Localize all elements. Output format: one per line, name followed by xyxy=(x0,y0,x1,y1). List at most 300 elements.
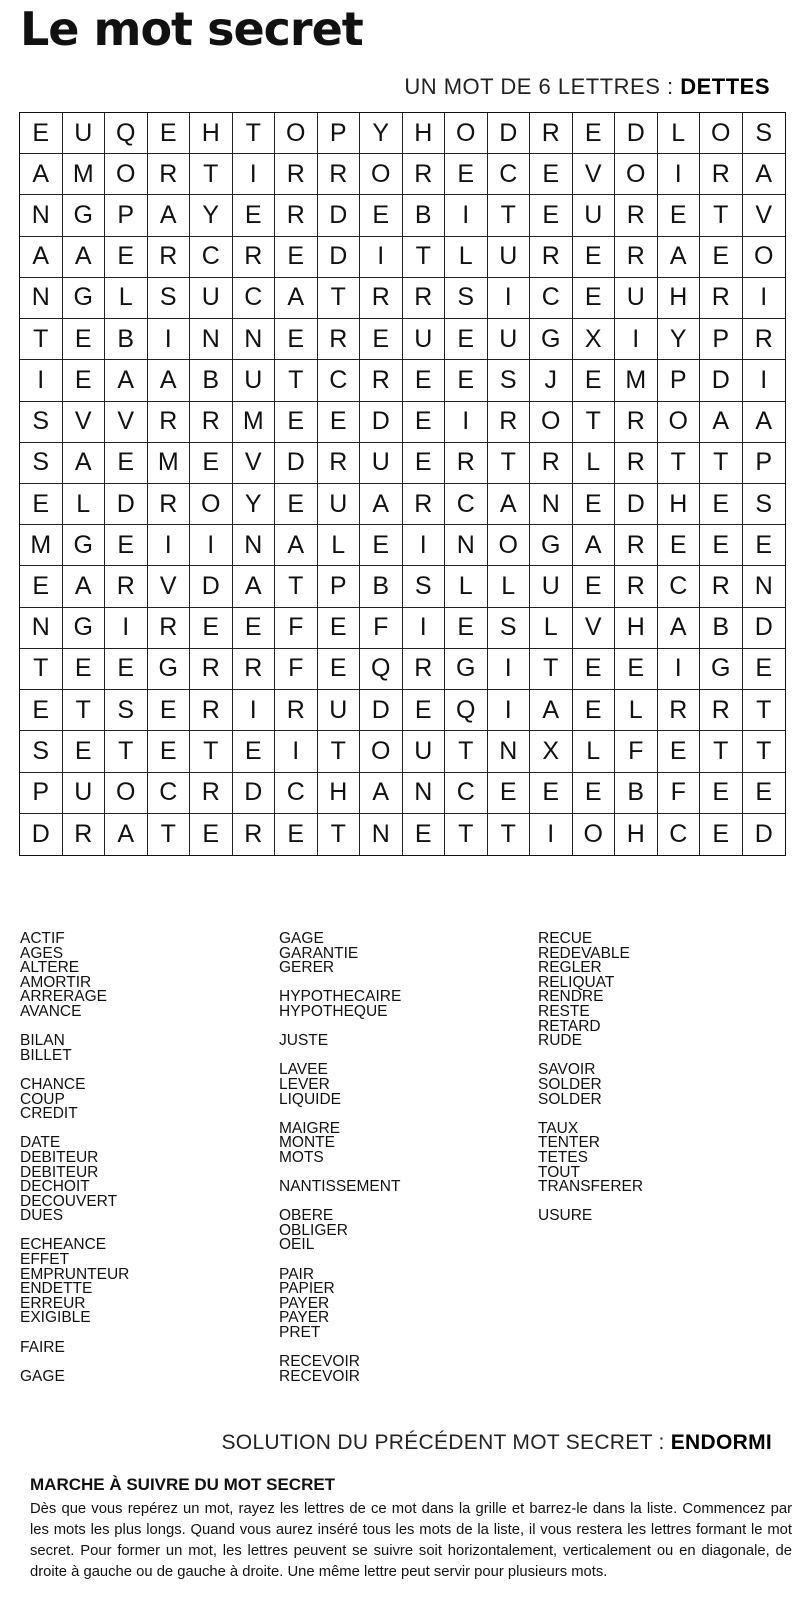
grid-cell[interactable]: D xyxy=(233,773,276,814)
grid-cell[interactable]: E xyxy=(360,319,403,360)
grid-cell[interactable]: I xyxy=(275,731,318,772)
grid-cell[interactable]: R xyxy=(190,402,233,443)
grid-cell[interactable]: N xyxy=(20,278,63,319)
grid-cell[interactable]: T xyxy=(190,154,233,195)
grid-cell[interactable]: C xyxy=(658,814,701,855)
grid-cell[interactable]: C xyxy=(488,154,531,195)
word-list-item[interactable]: OBERE xyxy=(279,1207,334,1225)
grid-cell[interactable]: O xyxy=(700,113,743,154)
grid-cell[interactable]: R xyxy=(530,113,573,154)
grid-cell[interactable]: V xyxy=(233,443,276,484)
grid-cell[interactable]: D xyxy=(20,814,63,855)
grid-cell[interactable]: J xyxy=(530,360,573,401)
grid-cell[interactable]: R xyxy=(233,814,276,855)
grid-cell[interactable]: L xyxy=(445,237,488,278)
grid-cell[interactable]: E xyxy=(63,360,106,401)
grid-cell[interactable]: E xyxy=(700,525,743,566)
word-list-item[interactable]: RESTE xyxy=(538,1002,590,1020)
grid-cell[interactable]: S xyxy=(743,484,786,525)
grid-cell[interactable]: H xyxy=(658,278,701,319)
grid-cell[interactable]: A xyxy=(148,195,191,236)
grid-cell[interactable]: T xyxy=(530,649,573,690)
grid-cell[interactable]: E xyxy=(20,566,63,607)
grid-cell[interactable]: I xyxy=(20,360,63,401)
word-list-item[interactable]: AVANCE xyxy=(20,1002,82,1020)
grid-cell[interactable]: I xyxy=(233,690,276,731)
grid-cell[interactable]: Q xyxy=(360,649,403,690)
grid-cell[interactable]: I xyxy=(148,319,191,360)
grid-cell[interactable]: U xyxy=(233,360,276,401)
grid-cell[interactable]: E xyxy=(445,360,488,401)
grid-cell[interactable]: E xyxy=(403,402,446,443)
grid-cell[interactable]: A xyxy=(360,773,403,814)
word-list-item[interactable]: HYPOTHECAIRE xyxy=(279,988,402,1006)
grid-cell[interactable]: C xyxy=(233,278,276,319)
grid-cell[interactable]: I xyxy=(658,154,701,195)
grid-cell[interactable]: D xyxy=(318,195,361,236)
word-list-item[interactable]: JUSTE xyxy=(279,1032,329,1050)
grid-cell[interactable]: E xyxy=(233,608,276,649)
word-list-item[interactable]: RECEVOIR xyxy=(279,1367,360,1385)
word-list-item[interactable]: LEVER xyxy=(279,1075,330,1093)
grid-cell[interactable]: M xyxy=(615,360,658,401)
word-list-item[interactable]: PAIR xyxy=(279,1265,315,1283)
grid-cell[interactable]: E xyxy=(318,402,361,443)
grid-cell[interactable]: D xyxy=(275,443,318,484)
grid-cell[interactable]: T xyxy=(488,814,531,855)
grid-cell[interactable]: O xyxy=(105,154,148,195)
word-list-item[interactable]: ACTIF xyxy=(20,930,65,947)
word-list-item[interactable]: EFFET xyxy=(20,1251,70,1269)
grid-cell[interactable]: D xyxy=(488,113,531,154)
grid-cell[interactable]: A xyxy=(658,237,701,278)
grid-cell[interactable]: E xyxy=(445,319,488,360)
grid-cell[interactable]: I xyxy=(403,608,446,649)
grid-cell[interactable]: T xyxy=(20,319,63,360)
grid-cell[interactable]: O xyxy=(743,237,786,278)
grid-cell[interactable]: V xyxy=(573,154,616,195)
grid-cell[interactable]: I xyxy=(743,360,786,401)
grid-cell[interactable]: E xyxy=(233,731,276,772)
word-list-item[interactable]: DATE xyxy=(20,1134,61,1152)
word-list-item[interactable]: TOUT xyxy=(538,1163,580,1181)
grid-cell[interactable]: E xyxy=(573,484,616,525)
grid-cell[interactable]: D xyxy=(360,690,403,731)
grid-cell[interactable]: R xyxy=(360,278,403,319)
grid-cell[interactable]: A xyxy=(20,237,63,278)
grid-cell[interactable]: E xyxy=(403,814,446,855)
grid-cell[interactable]: R xyxy=(233,237,276,278)
grid-cell[interactable]: Y xyxy=(658,319,701,360)
word-list-item[interactable]: REDEVABLE xyxy=(538,944,630,962)
grid-cell[interactable]: E xyxy=(20,690,63,731)
grid-cell[interactable]: E xyxy=(573,278,616,319)
grid-cell[interactable]: O xyxy=(573,814,616,855)
grid-cell[interactable]: A xyxy=(63,443,106,484)
grid-cell[interactable]: G xyxy=(63,525,106,566)
grid-cell[interactable]: F xyxy=(360,608,403,649)
grid-cell[interactable]: A xyxy=(573,525,616,566)
grid-cell[interactable]: I xyxy=(403,525,446,566)
grid-cell[interactable]: E xyxy=(275,237,318,278)
grid-cell[interactable]: B xyxy=(105,319,148,360)
grid-cell[interactable]: E xyxy=(743,773,786,814)
grid-cell[interactable]: E xyxy=(63,649,106,690)
grid-cell[interactable]: R xyxy=(318,443,361,484)
grid-cell[interactable]: R xyxy=(403,278,446,319)
grid-cell[interactable]: E xyxy=(360,525,403,566)
grid-cell[interactable]: E xyxy=(488,773,531,814)
grid-cell[interactable]: X xyxy=(530,731,573,772)
grid-cell[interactable]: C xyxy=(275,773,318,814)
word-list-item[interactable]: TAUX xyxy=(538,1119,579,1137)
grid-cell[interactable]: N xyxy=(403,773,446,814)
grid-cell[interactable]: H xyxy=(658,484,701,525)
grid-cell[interactable]: E xyxy=(573,566,616,607)
grid-cell[interactable]: E xyxy=(573,360,616,401)
word-list-item[interactable]: DECHOIT xyxy=(20,1178,90,1196)
grid-cell[interactable]: I xyxy=(658,649,701,690)
grid-cell[interactable]: P xyxy=(105,195,148,236)
grid-cell[interactable]: H xyxy=(190,113,233,154)
grid-cell[interactable]: N xyxy=(233,525,276,566)
grid-cell[interactable]: Y xyxy=(360,113,403,154)
word-list-item[interactable]: CREDIT xyxy=(20,1105,78,1123)
grid-cell[interactable]: U xyxy=(403,731,446,772)
grid-cell[interactable]: R xyxy=(360,360,403,401)
grid-cell[interactable]: S xyxy=(148,278,191,319)
grid-cell[interactable]: D xyxy=(190,566,233,607)
word-list-item[interactable]: REGLER xyxy=(538,959,602,977)
grid-cell[interactable]: E xyxy=(530,195,573,236)
grid-cell[interactable]: D xyxy=(105,484,148,525)
grid-cell[interactable]: C xyxy=(190,237,233,278)
grid-cell[interactable]: T xyxy=(403,237,446,278)
grid-cell[interactable]: R xyxy=(615,237,658,278)
grid-cell[interactable]: I xyxy=(615,319,658,360)
grid-cell[interactable]: N xyxy=(233,319,276,360)
grid-cell[interactable]: U xyxy=(318,484,361,525)
word-list-item[interactable]: ERREUR xyxy=(20,1294,86,1312)
grid-cell[interactable]: R xyxy=(403,484,446,525)
grid-cell[interactable]: C xyxy=(318,360,361,401)
grid-cell[interactable]: O xyxy=(360,154,403,195)
grid-cell[interactable]: F xyxy=(658,773,701,814)
grid-cell[interactable]: R xyxy=(148,237,191,278)
grid-cell[interactable]: R xyxy=(318,319,361,360)
grid-cell[interactable]: E xyxy=(190,814,233,855)
grid-cell[interactable]: A xyxy=(488,484,531,525)
grid-cell[interactable]: E xyxy=(275,402,318,443)
word-list-item[interactable]: AGES xyxy=(20,944,64,962)
grid-cell[interactable]: H xyxy=(403,113,446,154)
grid-cell[interactable]: T xyxy=(700,443,743,484)
grid-cell[interactable]: C xyxy=(445,484,488,525)
grid-cell[interactable]: T xyxy=(445,814,488,855)
grid-cell[interactable]: U xyxy=(63,113,106,154)
grid-cell[interactable]: H xyxy=(318,773,361,814)
grid-cell[interactable]: A xyxy=(148,360,191,401)
grid-cell[interactable]: G xyxy=(445,649,488,690)
grid-cell[interactable]: F xyxy=(615,731,658,772)
grid-cell[interactable]: E xyxy=(148,113,191,154)
grid-cell[interactable]: T xyxy=(318,814,361,855)
word-list-item[interactable]: ENDETTE xyxy=(20,1280,93,1298)
grid-cell[interactable]: E xyxy=(573,773,616,814)
grid-cell[interactable]: N xyxy=(190,319,233,360)
grid-cell[interactable]: A xyxy=(530,690,573,731)
grid-cell[interactable]: S xyxy=(20,443,63,484)
grid-cell[interactable]: G xyxy=(700,649,743,690)
grid-cell[interactable]: I xyxy=(233,154,276,195)
grid-cell[interactable]: E xyxy=(105,443,148,484)
grid-cell[interactable]: U xyxy=(488,237,531,278)
grid-cell[interactable]: C xyxy=(445,773,488,814)
word-list-item[interactable]: PAPIER xyxy=(279,1280,335,1298)
grid-cell[interactable]: T xyxy=(233,113,276,154)
grid-cell[interactable]: N xyxy=(20,608,63,649)
grid-cell[interactable]: D xyxy=(700,360,743,401)
word-list-item[interactable]: USURE xyxy=(538,1207,593,1225)
grid-cell[interactable]: L xyxy=(63,484,106,525)
grid-cell[interactable]: B xyxy=(190,360,233,401)
grid-cell[interactable]: R xyxy=(700,154,743,195)
grid-cell[interactable]: D xyxy=(615,113,658,154)
grid-cell[interactable]: V xyxy=(105,402,148,443)
grid-cell[interactable]: T xyxy=(743,690,786,731)
grid-cell[interactable]: C xyxy=(530,278,573,319)
word-list-item[interactable]: SOLDER xyxy=(538,1090,602,1108)
grid-cell[interactable]: E xyxy=(573,113,616,154)
grid-cell[interactable]: E xyxy=(530,154,573,195)
word-list-item[interactable]: FAIRE xyxy=(20,1338,65,1356)
grid-cell[interactable]: T xyxy=(275,566,318,607)
grid-cell[interactable]: R xyxy=(148,484,191,525)
grid-cell[interactable]: P xyxy=(318,113,361,154)
grid-cell[interactable]: I xyxy=(190,525,233,566)
grid-cell[interactable]: B xyxy=(360,566,403,607)
grid-cell[interactable]: T xyxy=(105,731,148,772)
word-list-item[interactable]: RECUE xyxy=(538,930,593,947)
word-list-item[interactable]: RENDRE xyxy=(538,988,604,1006)
grid-cell[interactable]: P xyxy=(700,319,743,360)
word-list-item[interactable]: SOLDER xyxy=(538,1075,602,1093)
grid-cell[interactable]: T xyxy=(488,443,531,484)
word-list-item[interactable]: PRET xyxy=(279,1324,321,1342)
grid-cell[interactable]: P xyxy=(318,566,361,607)
word-list-item[interactable]: TENTER xyxy=(538,1134,600,1152)
grid-cell[interactable]: F xyxy=(275,649,318,690)
grid-cell[interactable]: A xyxy=(658,608,701,649)
word-list-item[interactable]: HYPOTHEQUE xyxy=(279,1002,388,1020)
grid-cell[interactable]: T xyxy=(573,402,616,443)
grid-cell[interactable]: U xyxy=(573,195,616,236)
grid-cell[interactable]: R xyxy=(615,566,658,607)
grid-cell[interactable]: E xyxy=(20,484,63,525)
grid-cell[interactable]: G xyxy=(63,195,106,236)
word-list-item[interactable]: ECHEANCE xyxy=(20,1236,107,1254)
grid-cell[interactable]: R xyxy=(148,608,191,649)
grid-cell[interactable]: L xyxy=(445,566,488,607)
grid-cell[interactable]: E xyxy=(275,484,318,525)
grid-cell[interactable]: U xyxy=(530,566,573,607)
grid-cell[interactable]: I xyxy=(445,402,488,443)
grid-cell[interactable]: E xyxy=(658,525,701,566)
grid-cell[interactable]: O xyxy=(530,402,573,443)
word-list-item[interactable]: GAGE xyxy=(279,930,324,947)
grid-cell[interactable]: E xyxy=(275,319,318,360)
grid-cell[interactable]: T xyxy=(20,649,63,690)
grid-cell[interactable]: E xyxy=(530,773,573,814)
grid-cell[interactable]: E xyxy=(63,731,106,772)
word-list-item[interactable]: PAYER xyxy=(279,1294,330,1312)
grid-cell[interactable]: Q xyxy=(105,113,148,154)
grid-cell[interactable]: S xyxy=(743,113,786,154)
grid-cell[interactable]: E xyxy=(105,649,148,690)
grid-cell[interactable]: I xyxy=(488,649,531,690)
grid-cell[interactable]: R xyxy=(233,649,276,690)
word-list-item[interactable]: LAVEE xyxy=(279,1061,328,1079)
grid-cell[interactable]: S xyxy=(20,402,63,443)
grid-cell[interactable]: N xyxy=(360,814,403,855)
grid-cell[interactable]: A xyxy=(20,154,63,195)
word-list-item[interactable]: DECOUVERT xyxy=(20,1192,118,1210)
grid-cell[interactable]: E xyxy=(700,773,743,814)
grid-cell[interactable]: Y xyxy=(233,484,276,525)
grid-cell[interactable]: E xyxy=(700,814,743,855)
word-list-item[interactable]: DEBITEUR xyxy=(20,1163,99,1181)
word-list-item[interactable]: BILLET xyxy=(20,1046,72,1064)
grid-cell[interactable]: H xyxy=(615,608,658,649)
word-list-item[interactable]: EXIGIBLE xyxy=(20,1309,91,1327)
grid-cell[interactable]: S xyxy=(403,566,446,607)
word-list-item[interactable]: DEBITEUR xyxy=(20,1148,99,1166)
word-list-item[interactable]: MAIGRE xyxy=(279,1119,341,1137)
grid-cell[interactable]: O xyxy=(105,773,148,814)
grid-cell[interactable]: A xyxy=(233,566,276,607)
grid-cell[interactable]: U xyxy=(190,278,233,319)
grid-cell[interactable]: B xyxy=(700,608,743,649)
grid-cell[interactable]: E xyxy=(63,319,106,360)
grid-cell[interactable]: E xyxy=(615,649,658,690)
grid-cell[interactable]: E xyxy=(318,649,361,690)
grid-cell[interactable]: R xyxy=(530,443,573,484)
grid-cell[interactable]: O xyxy=(658,402,701,443)
grid-cell[interactable]: M xyxy=(20,525,63,566)
grid-cell[interactable]: U xyxy=(63,773,106,814)
word-list-item[interactable]: NANTISSEMENT xyxy=(279,1178,401,1196)
grid-cell[interactable]: N xyxy=(445,525,488,566)
grid-cell[interactable]: R xyxy=(658,690,701,731)
word-list-item[interactable]: EMPRUNTEUR xyxy=(20,1265,130,1283)
grid-cell[interactable]: T xyxy=(658,443,701,484)
grid-cell[interactable]: E xyxy=(658,195,701,236)
word-list-item[interactable]: BILAN xyxy=(20,1032,65,1050)
grid-cell[interactable]: A xyxy=(63,566,106,607)
grid-cell[interactable]: R xyxy=(488,402,531,443)
word-list-item[interactable]: PAYER xyxy=(279,1309,330,1327)
grid-cell[interactable]: S xyxy=(488,360,531,401)
word-list-item[interactable]: COUP xyxy=(20,1090,65,1108)
grid-cell[interactable]: R xyxy=(275,690,318,731)
grid-cell[interactable]: N xyxy=(743,566,786,607)
word-list-item[interactable]: MONTE xyxy=(279,1134,335,1152)
grid-cell[interactable]: E xyxy=(148,731,191,772)
grid-cell[interactable]: E xyxy=(573,649,616,690)
grid-cell[interactable]: O xyxy=(615,154,658,195)
grid-cell[interactable]: L xyxy=(658,113,701,154)
word-list-item[interactable]: TRANSFERER xyxy=(538,1178,644,1196)
word-list-item[interactable]: RECEVOIR xyxy=(279,1353,360,1371)
grid-cell[interactable]: V xyxy=(63,402,106,443)
grid-cell[interactable]: T xyxy=(700,731,743,772)
grid-cell[interactable]: A xyxy=(360,484,403,525)
word-list-item[interactable]: ARRERAGE xyxy=(20,988,107,1006)
grid-cell[interactable]: E xyxy=(743,525,786,566)
grid-cell[interactable]: D xyxy=(743,608,786,649)
word-list-item[interactable]: OBLIGER xyxy=(279,1221,348,1239)
word-list-item[interactable]: OEIL xyxy=(279,1236,315,1254)
grid-cell[interactable]: R xyxy=(530,237,573,278)
grid-cell[interactable]: G xyxy=(148,649,191,690)
grid-cell[interactable]: I xyxy=(743,278,786,319)
grid-cell[interactable]: A xyxy=(743,402,786,443)
grid-cell[interactable]: O xyxy=(445,113,488,154)
grid-cell[interactable]: D xyxy=(318,237,361,278)
grid-cell[interactable]: E xyxy=(190,443,233,484)
grid-cell[interactable]: M xyxy=(148,443,191,484)
grid-cell[interactable]: I xyxy=(488,690,531,731)
grid-cell[interactable]: R xyxy=(403,154,446,195)
word-list-item[interactable]: MOTS xyxy=(279,1148,324,1166)
grid-cell[interactable]: E xyxy=(573,237,616,278)
grid-cell[interactable]: E xyxy=(190,608,233,649)
grid-cell[interactable]: T xyxy=(318,731,361,772)
grid-cell[interactable]: A xyxy=(700,402,743,443)
grid-cell[interactable]: L xyxy=(573,731,616,772)
grid-cell[interactable]: N xyxy=(20,195,63,236)
grid-cell[interactable]: O xyxy=(190,484,233,525)
grid-cell[interactable]: A xyxy=(63,237,106,278)
grid-cell[interactable]: G xyxy=(530,525,573,566)
grid-cell[interactable]: E xyxy=(700,484,743,525)
grid-cell[interactable]: P xyxy=(658,360,701,401)
grid-cell[interactable]: C xyxy=(658,566,701,607)
grid-cell[interactable]: E xyxy=(105,525,148,566)
grid-cell[interactable]: R xyxy=(700,566,743,607)
grid-cell[interactable]: E xyxy=(700,237,743,278)
grid-cell[interactable]: T xyxy=(63,690,106,731)
grid-cell[interactable]: I xyxy=(488,278,531,319)
grid-cell[interactable]: R xyxy=(63,814,106,855)
grid-cell[interactable]: U xyxy=(488,319,531,360)
grid-cell[interactable]: R xyxy=(148,154,191,195)
grid-cell[interactable]: E xyxy=(360,195,403,236)
grid-cell[interactable]: N xyxy=(488,731,531,772)
grid-cell[interactable]: E xyxy=(403,443,446,484)
grid-cell[interactable]: E xyxy=(403,360,446,401)
grid-cell[interactable]: A xyxy=(275,278,318,319)
grid-cell[interactable]: E xyxy=(403,690,446,731)
grid-cell[interactable]: S xyxy=(488,608,531,649)
grid-cell[interactable]: E xyxy=(573,690,616,731)
word-list-item[interactable]: RUDE xyxy=(538,1032,582,1050)
grid-cell[interactable]: B xyxy=(615,773,658,814)
grid-cell[interactable]: L xyxy=(105,278,148,319)
grid-cell[interactable]: P xyxy=(20,773,63,814)
grid-cell[interactable]: T xyxy=(148,814,191,855)
grid-cell[interactable]: N xyxy=(530,484,573,525)
